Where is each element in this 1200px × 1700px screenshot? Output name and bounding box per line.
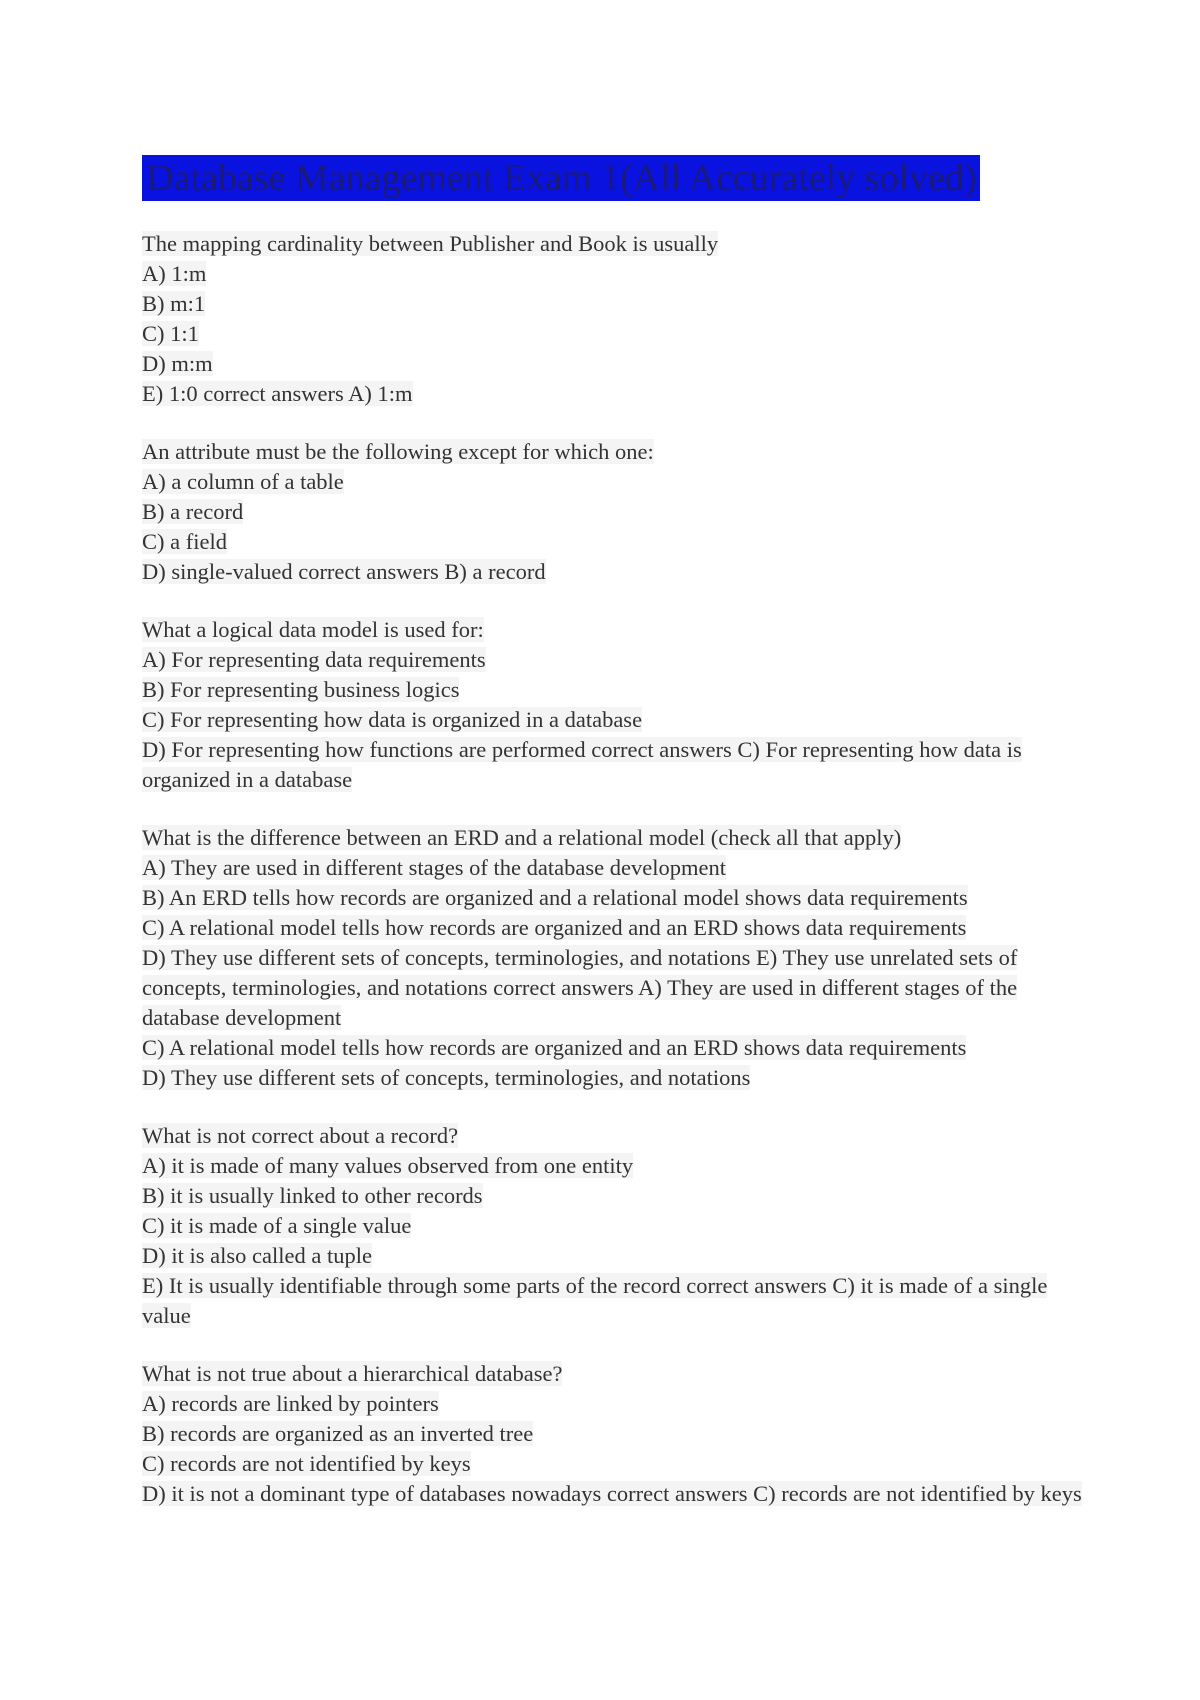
answer-option bbox=[142, 527, 1082, 557]
answer-option-text: C) 1:1 bbox=[142, 321, 199, 346]
answer-option bbox=[142, 883, 1082, 913]
answer-option-text: C) a field bbox=[142, 529, 227, 554]
answer-option-text: D) it is also called a tuple bbox=[142, 1243, 372, 1268]
answer-option-text: E) It is usually identifiable through some parts of the record correct answers C) it is made of a single value bbox=[142, 1273, 1048, 1328]
answer-option bbox=[142, 705, 1082, 735]
answer-option bbox=[142, 557, 1082, 587]
answer-option bbox=[142, 943, 1082, 1033]
answer-option-text: B) it is usually linked to other records bbox=[142, 1183, 483, 1208]
question-text-content: What is not correct about a record? bbox=[142, 1123, 459, 1148]
answer-option-text: A) a column of a table bbox=[142, 469, 344, 494]
question-text bbox=[142, 1121, 1082, 1151]
document-page bbox=[142, 155, 1082, 1537]
question-text bbox=[142, 1359, 1082, 1389]
question-block bbox=[142, 823, 1082, 1093]
question-text-content: An attribute must be the following except for which one: bbox=[142, 439, 654, 464]
answer-option-text: C) records are not identified by keys bbox=[142, 1451, 471, 1476]
question-text-content: What is not true about a hierarchical database? bbox=[142, 1361, 563, 1386]
answer-option-text: B) records are organized as an inverted tree bbox=[142, 1421, 534, 1446]
question-block bbox=[142, 437, 1082, 587]
answer-option bbox=[142, 675, 1082, 705]
answer-option bbox=[142, 1419, 1082, 1449]
answer-option-text: D) m:m bbox=[142, 351, 213, 376]
answer-option bbox=[142, 1181, 1082, 1211]
question-text bbox=[142, 229, 1082, 259]
answer-option-text: A) For representing data requirements bbox=[142, 647, 486, 672]
answer-option-text: A) records are linked by pointers bbox=[142, 1391, 439, 1416]
answer-option-text: C) A relational model tells how records are organized and an ERD shows data requirements bbox=[142, 915, 967, 940]
question-block bbox=[142, 615, 1082, 795]
answer-option-text: A) They are used in different stages of the database development bbox=[142, 855, 726, 880]
answer-option bbox=[142, 853, 1082, 883]
answer-option bbox=[142, 319, 1082, 349]
answer-option-text: C) A relational model tells how records are organized and an ERD shows data requirements bbox=[142, 1035, 967, 1060]
question-text bbox=[142, 437, 1082, 467]
answer-option-text: B) An ERD tells how records are organized and a relational model shows data requirements bbox=[142, 885, 968, 910]
answer-option bbox=[142, 497, 1082, 527]
answer-option-text: D) single-valued correct answers B) a record bbox=[142, 559, 546, 584]
question-text bbox=[142, 615, 1082, 645]
answer-option bbox=[142, 645, 1082, 675]
answer-option-text: D) They use different sets of concepts, terminologies, and notations E) They use unrelated sets of concepts, terminologies, and notations correct answers A) They are used in different stages of the database development bbox=[142, 945, 1018, 1030]
question-text bbox=[142, 823, 1082, 853]
answer-option bbox=[142, 1389, 1082, 1419]
question-list bbox=[142, 229, 1082, 1509]
answer-option-text: A) 1:m bbox=[142, 261, 207, 286]
answer-option bbox=[142, 1063, 1082, 1093]
document-title-text: Database Management Exam 1(All Accurately solved) bbox=[146, 157, 977, 199]
answer-option bbox=[142, 467, 1082, 497]
answer-option bbox=[142, 1449, 1082, 1479]
question-text-content: What a logical data model is used for: bbox=[142, 617, 484, 642]
question-text-content: What is the difference between an ERD and a relational model (check all that apply) bbox=[142, 825, 902, 850]
answer-option bbox=[142, 735, 1082, 795]
answer-option bbox=[142, 1151, 1082, 1181]
question-text-content: The mapping cardinality between Publisher and Book is usually bbox=[142, 231, 719, 256]
answer-option bbox=[142, 349, 1082, 379]
answer-option-text: B) a record bbox=[142, 499, 244, 524]
answer-option-text: C) it is made of a single value bbox=[142, 1213, 412, 1238]
document-title bbox=[142, 155, 980, 201]
answer-option-text: D) it is not a dominant type of databases nowadays correct answers C) records are not identified by keys bbox=[142, 1481, 1082, 1506]
answer-option bbox=[142, 1211, 1082, 1241]
question-block bbox=[142, 1359, 1082, 1509]
answer-option-text: C) For representing how data is organized in a database bbox=[142, 707, 643, 732]
answer-option-text: A) it is made of many values observed from one entity bbox=[142, 1153, 634, 1178]
question-block bbox=[142, 229, 1082, 409]
answer-option bbox=[142, 289, 1082, 319]
answer-option-text: E) 1:0 correct answers A) 1:m bbox=[142, 381, 413, 406]
answer-option-text: D) They use different sets of concepts, terminologies, and notations bbox=[142, 1065, 751, 1090]
answer-option bbox=[142, 913, 1082, 943]
answer-option bbox=[142, 1241, 1082, 1271]
answer-option-text: B) m:1 bbox=[142, 291, 206, 316]
answer-option-text: D) For representing how functions are performed correct answers C) For representing how data is organized in a database bbox=[142, 737, 1022, 792]
answer-option bbox=[142, 1271, 1082, 1331]
answer-option bbox=[142, 379, 1082, 409]
question-block bbox=[142, 1121, 1082, 1331]
answer-option-text: B) For representing business logics bbox=[142, 677, 460, 702]
answer-option bbox=[142, 259, 1082, 289]
answer-option bbox=[142, 1479, 1082, 1509]
answer-option bbox=[142, 1033, 1082, 1063]
